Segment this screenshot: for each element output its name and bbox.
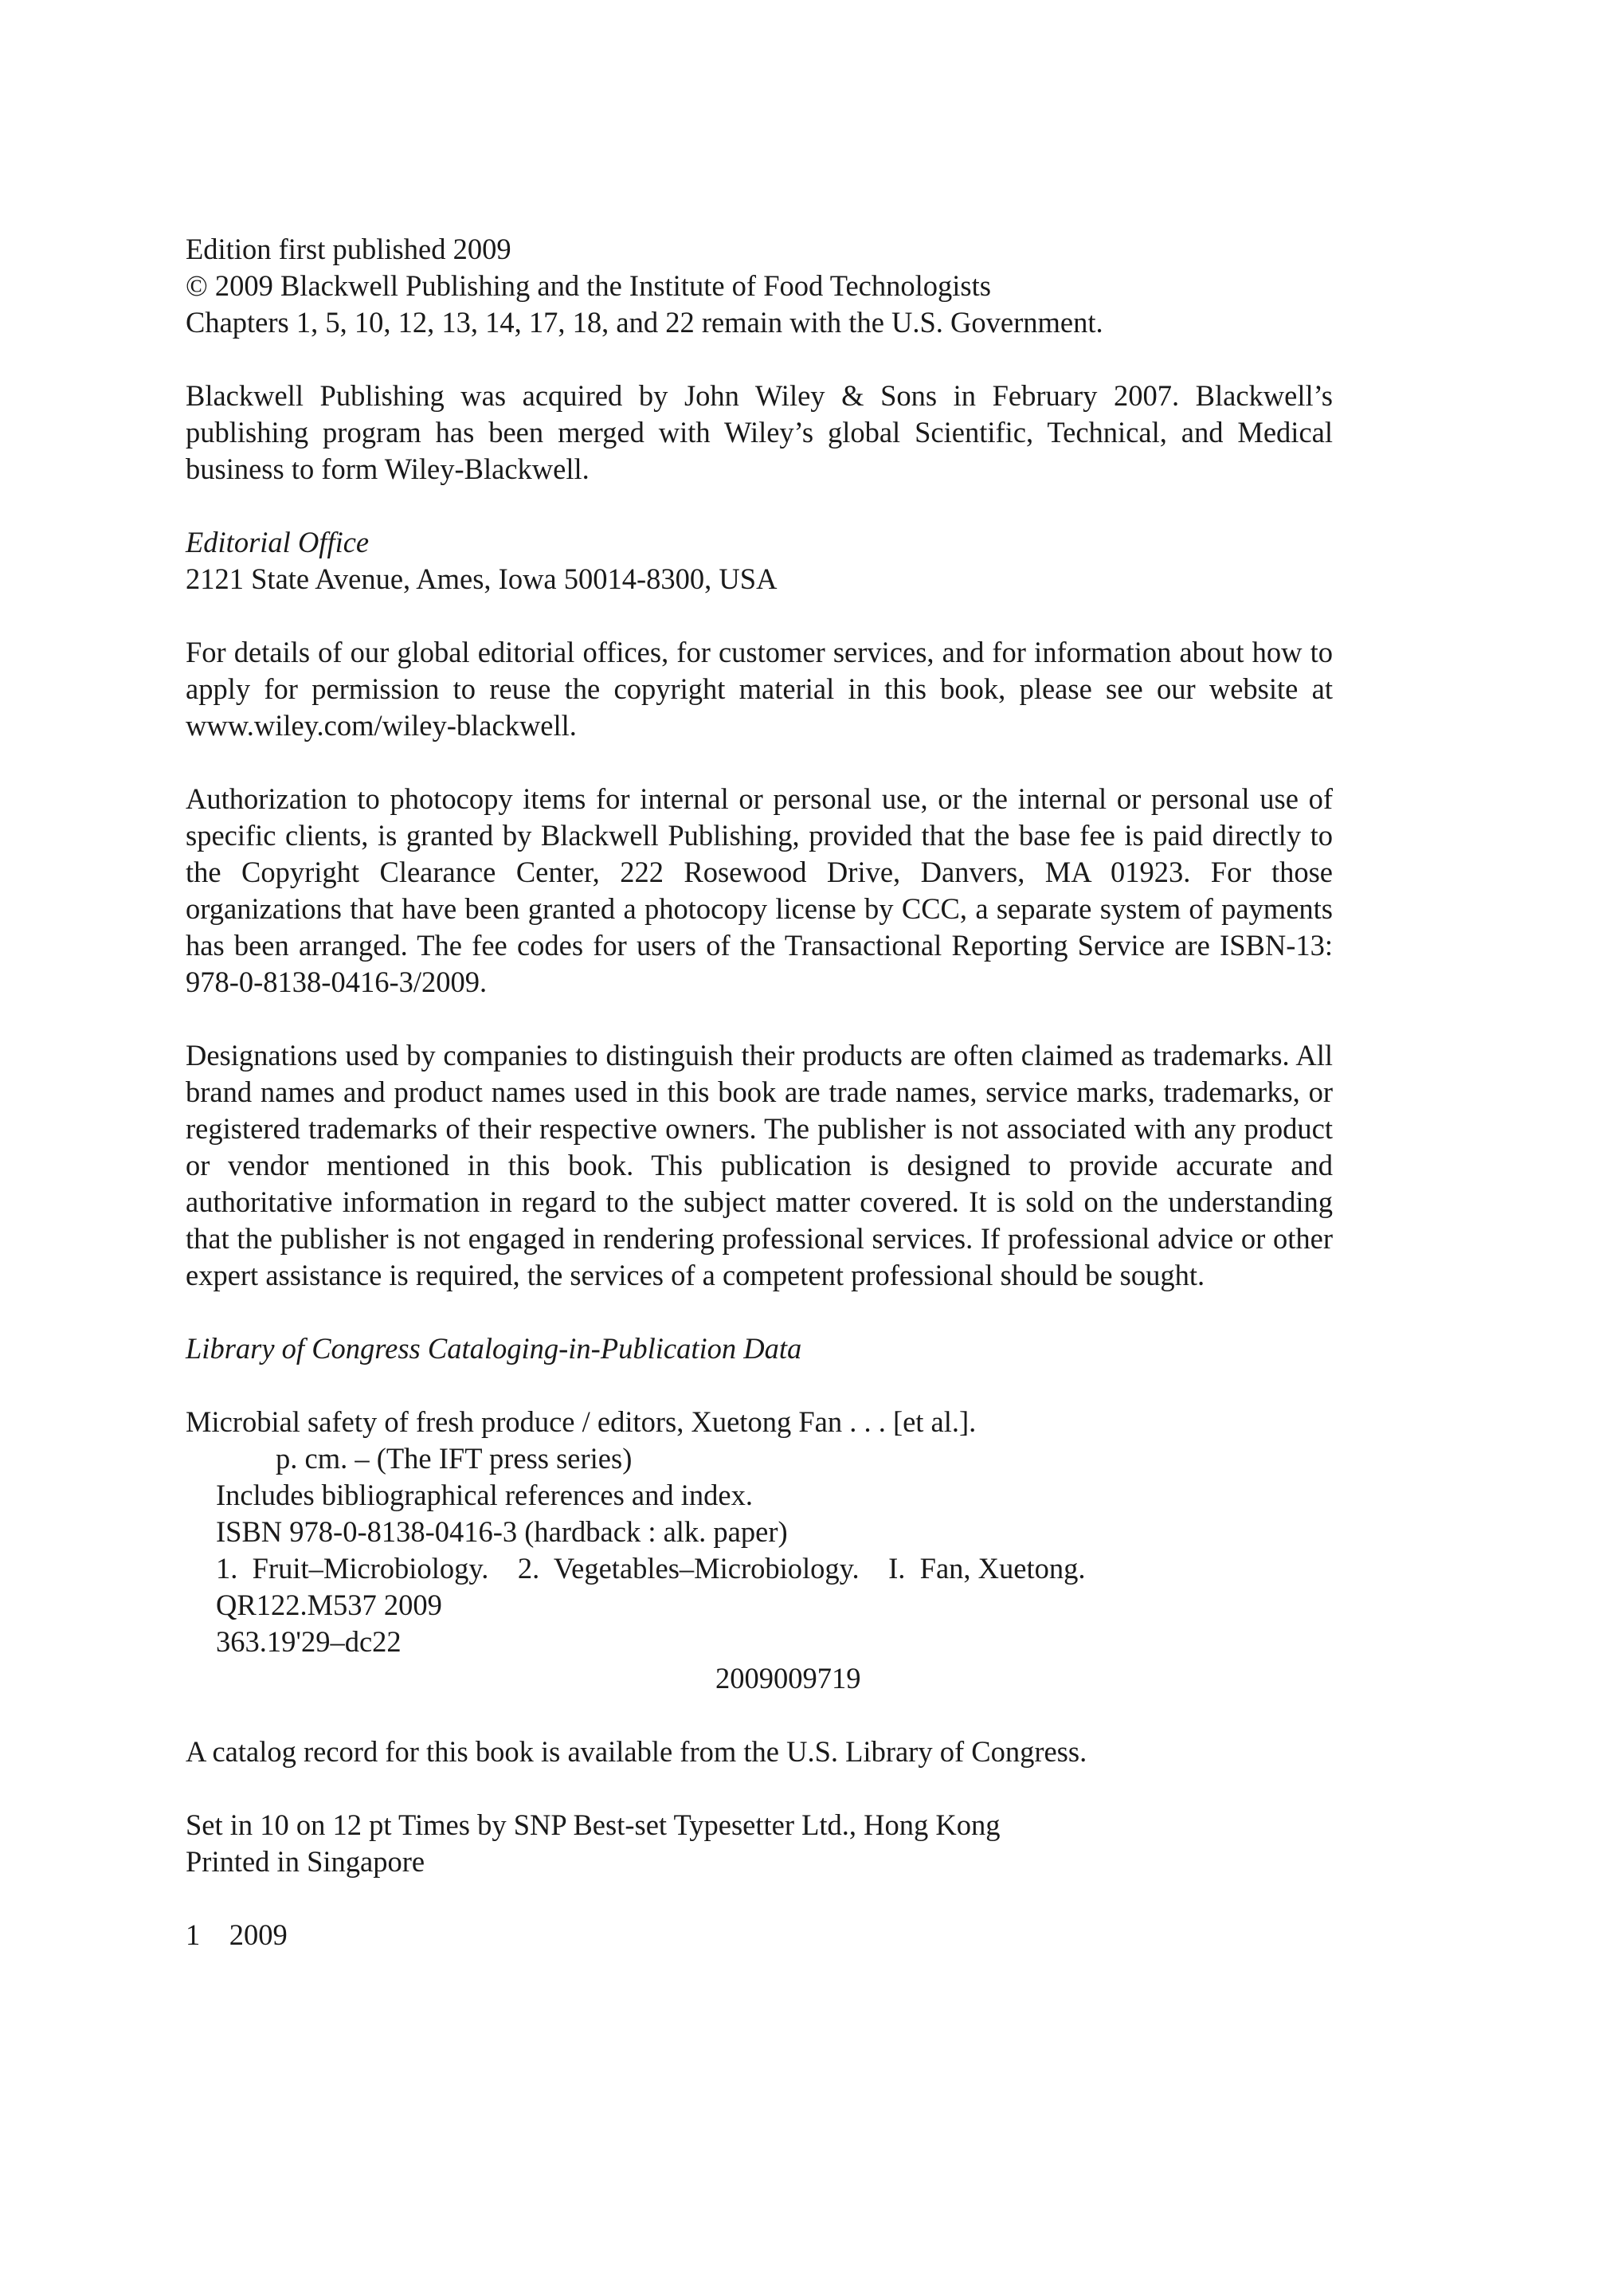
- copyright-line: © 2009 Blackwell Publishing and the Institute of Food Technologists: [186, 269, 991, 302]
- editorial-office-heading: Editorial Office: [186, 526, 370, 558]
- chapters-note: Chapters 1, 5, 10, 12, 13, 14, 17, 18, and 22 remain with the U.S. Government.: [186, 306, 1103, 339]
- cip-pcm-line: p. cm. – (The IFT press series): [276, 1442, 633, 1475]
- typeset-line: Set in 10 on 12 pt Times by SNP Best-set Typesetter Ltd., Hong Kong: [186, 1808, 1001, 1841]
- catalog-record-line: A catalog record for this book is available from the U.S. Library of Congress.: [186, 1735, 1087, 1768]
- production-block: [186, 1807, 1333, 1880]
- authorization-paragraph: Authorization to photocopy items for internal or personal use, or the internal or personal use of specific clients, is granted by Blackwell Publishing, provided that the base fee is paid directly to the Copyright Clearance Center, 222 Rosewood Drive, Danvers, MA 01923. For those organizations that have been granted a photocopy license by CCC, a separate system of payments has been arranged. The fee codes for users of the Transactional Reporting Service are ISBN-13: 978-0-8138-0416-3/2009.: [186, 782, 1333, 998]
- editorial-office-address: 2121 State Avenue, Ames, Iowa 50014-8300, USA: [186, 562, 778, 595]
- editorial-office-block: [186, 524, 1333, 598]
- cip-subjects-line: 1. Fruit–Microbiology. 2. Vegetables–Microbiology. I. Fan, Xuetong.: [216, 1552, 1086, 1585]
- cip-title-line: Microbial safety of fresh produce / editors, Xuetong Fan . . . [et al.].: [186, 1405, 977, 1438]
- cip-data-block: [186, 1404, 1333, 1697]
- acquisition-paragraph: Blackwell Publishing was acquired by John Wiley & Sons in February 2007. Blackwell’s publishing program has been merged with Wiley’s global Scientific, Technical, and Medical business to form Wiley-Blackwell.: [186, 379, 1333, 485]
- cip-isbn-line: ISBN 978-0-8138-0416-3 (hardback : alk. paper): [216, 1515, 788, 1548]
- cip-dewey: 363.19'29–dc22: [216, 1625, 402, 1658]
- designations-paragraph: Designations used by companies to distinguish their products are often claimed as trademarks. All brand names and product names used in this book are trade names, service marks, trademarks, or registered trademarks of their respective owners. The publisher is not associated with any product or vendor mentioned in this book. This publication is designed to provide accurate and authoritative information in regard to the subject matter covered. It is sold on the understanding that the publisher is not engaged in rendering professional services. If professional advice or other expert assistance is required, the services of a competent professional should be sought.: [186, 1039, 1333, 1291]
- cip-heading: Library of Congress Cataloging-in-Publication Data: [186, 1332, 802, 1365]
- details-paragraph: For details of our global editorial offices, for customer services, and for information about how to apply for permission to reuse the copyright material in this book, please see our website at www.wiley.com/wiley-blackwell.: [186, 636, 1333, 742]
- cip-lc-class: QR122.M537 2009: [216, 1589, 442, 1621]
- edition-first-published: Edition first published 2009: [186, 233, 511, 265]
- printed-line: Printed in Singapore: [186, 1845, 425, 1878]
- cip-lccn: 2009009719: [715, 1662, 861, 1695]
- copyright-page: [186, 231, 1333, 1953]
- printing-line: 1 2009: [186, 1918, 288, 1951]
- edition-block: [186, 231, 1333, 341]
- cip-biblio-line: Includes bibliographical references and index.: [216, 1479, 753, 1511]
